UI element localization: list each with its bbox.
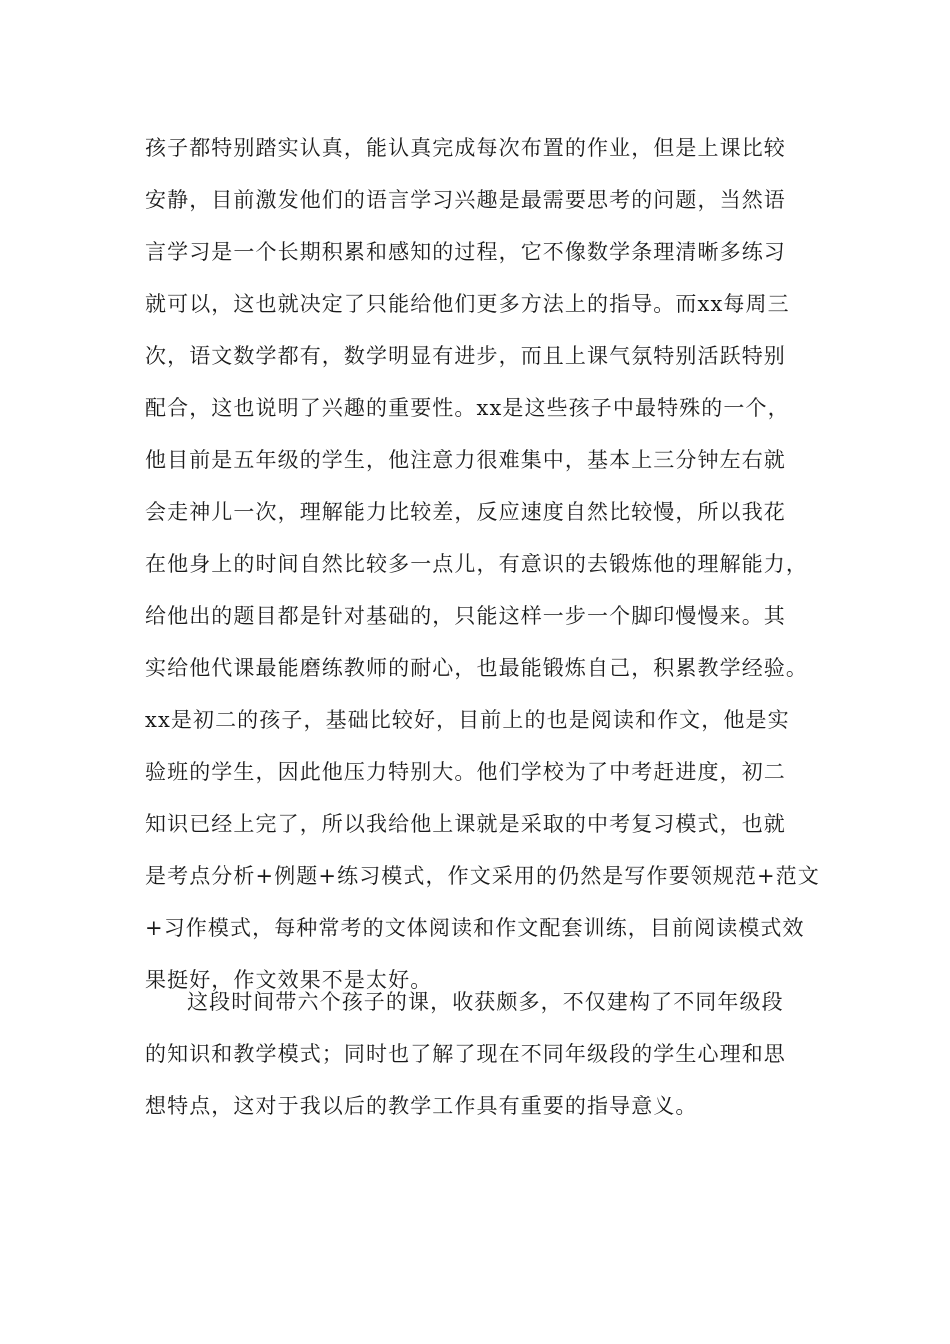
text-line: 给他出的题目都是针对基础的，只能这样一步一个脚印慢慢来。其 <box>145 604 786 628</box>
text-line: 言学习是一个长期积累和感知的过程，它不像数学条理清晰多练习 <box>145 240 786 264</box>
text-line: 安静，目前激发他们的语言学习兴趣是最需要思考的问题，当然语 <box>145 188 786 212</box>
text-line: 孩子都特别踏实认真，能认真完成每次布置的作业，但是上课比较 <box>145 136 786 160</box>
text-line: 这段时间带六个孩子的课，收获颇多，不仅建构了不同年级段 <box>187 990 784 1014</box>
text-line: 验班的学生，因此他压力特别大。他们学校为了中考赶进度，初二 <box>145 760 786 784</box>
text-line: 在他身上的时间自然比较多一点儿，有意识的去锻炼他的理解能力， <box>145 552 808 576</box>
text-line: xx是初二的孩子，基础比较好，目前上的也是阅读和作文，他是实 <box>145 708 790 732</box>
text-line: 是考点分析+例题+练习模式，作文采用的仍然是写作要领规范+范文 <box>145 864 820 888</box>
text-line: 配合，这也说明了兴趣的重要性。xx是这些孩子中最特殊的一个， <box>145 396 790 420</box>
text-line: 想特点，这对于我以后的教学工作具有重要的指导意义。 <box>145 1094 698 1118</box>
text-line: 他目前是五年级的学生，他注意力很难集中，基本上三分钟左右就 <box>145 448 786 472</box>
text-line: 会走神儿一次，理解能力比较差，反应速度自然比较慢，所以我花 <box>145 500 786 524</box>
text-line: 次，语文数学都有，数学明显有进步，而且上课气氛特别活跃特别 <box>145 344 786 368</box>
text-line: 的知识和教学模式；同时也了解了现在不同年级段的学生心理和思 <box>145 1042 786 1066</box>
text-line: 果挺好，作文效果不是太好。 <box>145 968 433 992</box>
paragraph-1 <box>145 122 825 1006</box>
text-line: 知识已经上完了，所以我给他上课就是采取的中考复习模式，也就 <box>145 812 786 836</box>
paragraph-2 <box>145 976 825 1132</box>
text-line: +习作模式，每种常考的文体阅读和作文配套训练，目前阅读模式效 <box>145 916 805 940</box>
text-line: 就可以，这也就决定了只能给他们更多方法上的指导。而xx每周三 <box>145 292 790 316</box>
text-line: 实给他代课最能磨练教师的耐心，也最能锻炼自己，积累教学经验。 <box>145 656 808 680</box>
